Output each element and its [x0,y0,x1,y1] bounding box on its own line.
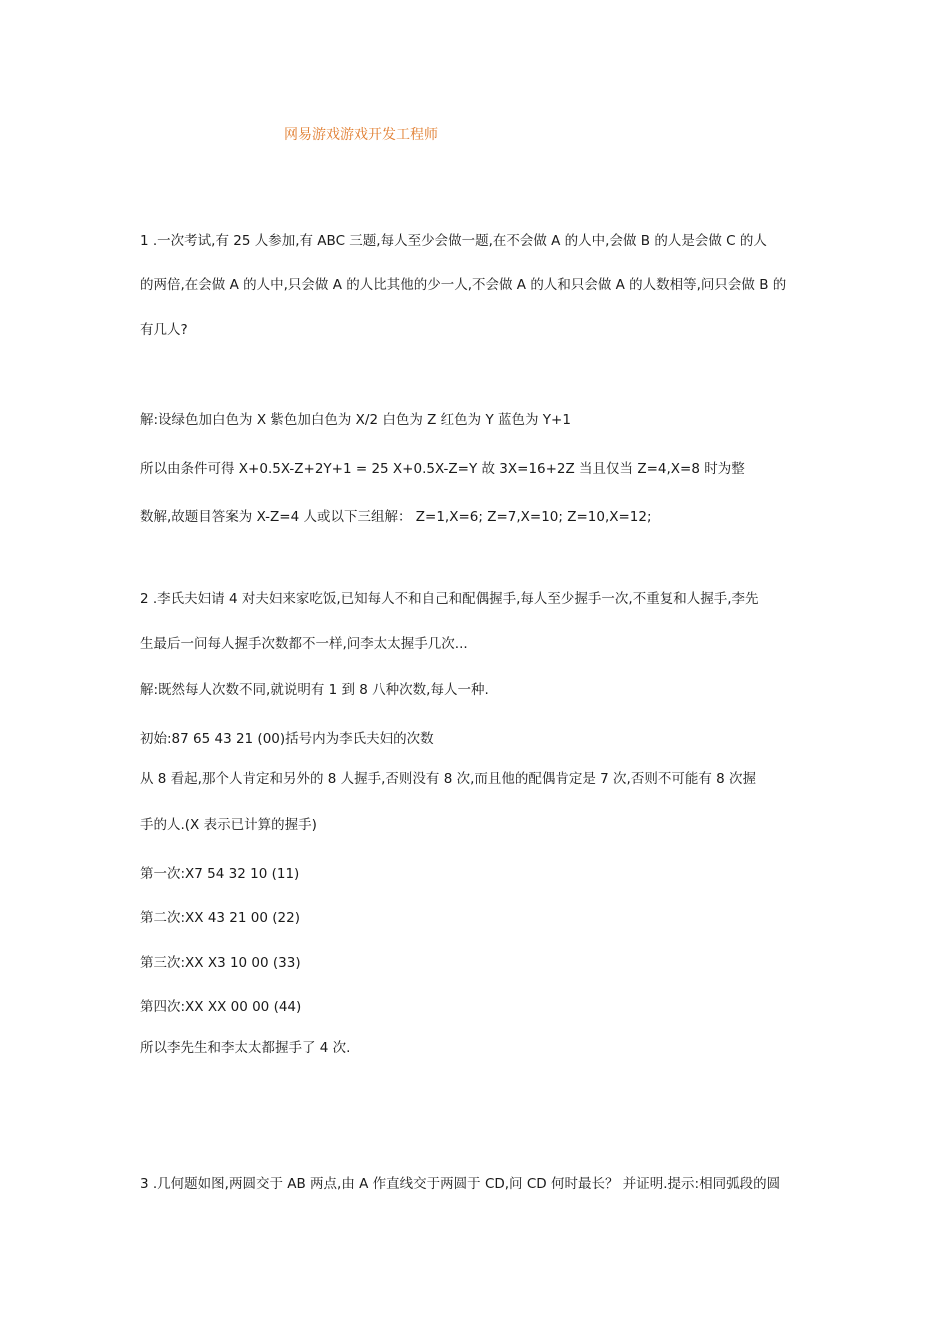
question-2-line-2: 生最后一问每人握手次数都不一样,问李太太握手几次... [140,636,468,652]
question-2-step-3: 第三次:XX X3 10 00 (33) [140,955,301,971]
question-2-step-2: 第二次:XX 43 21 00 (22) [140,910,300,926]
question-2-line-1: 2 .李氏夫妇请 4 对夫妇来家吃饭,已知每人不和自己和配偶握手,每人至少握手一次,不重复和人握手,李先 [140,591,759,607]
question-2-solution-line-1: 解:既然每人次数不同,就说明有 1 到 8 八种次数,每人一种. [140,682,489,698]
question-2-step-1: 第一次:X7 54 32 10 (11) [140,866,300,882]
question-2-solution-line-3: 从 8 看起,那个人肯定和另外的 8 人握手,否则没有 8 次,而且他的配偶肯定是 7 次,否则不可能有 8 次握 [140,771,757,787]
question-1-solution-line-3: 数解,故题目答案为 X-Z=4 人或以下三组解： Z=1,X=6; Z=7,X=10; Z=10,X=12; [140,509,652,525]
question-2-solution-line-4: 手的人.(X 表示已计算的握手) [140,817,317,833]
question-2-solution-line-2: 初始:87 65 43 21 (00)括号内为李氏夫妇的次数 [140,731,434,747]
question-1-line-2: 的两倍,在会做 A 的人中,只会做 A 的人比其他的少一人,不会做 A 的人和只会做 A 的人数相等,问只会做 B 的 [140,277,787,293]
question-1-solution-line-1: 解:设绿色加白色为 X 紫色加白色为 X/2 白色为 Z 红色为 Y 蓝色为 Y+1 [140,412,571,428]
question-1-solution-line-2: 所以由条件可得 X+0.5X-Z+2Y+1 = 25 X+0.5X-Z=Y 故 3X=16+2Z 当且仅当 Z=4,X=8 时为整 [140,461,745,477]
question-2-conclusion: 所以李先生和李太太都握手了 4 次. [140,1040,351,1056]
document-title: 网易游戏游戏开发工程师 [284,127,438,143]
question-3-line-1: 3 .几何题如图,两圆交于 AB 两点,由 A 作直线交于两圆于 CD,问 CD 何时最长？ 并证明.提示:相同弧段的圆 [140,1176,781,1192]
question-1-line-3: 有几人? [140,322,188,338]
question-1-line-1: 1 .一次考试,有 25 人参加,有 ABC 三题,每人至少会做一题,在不会做 A 的人中,会做 B 的人是会做 C 的人 [140,233,767,249]
question-2-step-4: 第四次:XX XX 00 00 (44) [140,999,302,1015]
